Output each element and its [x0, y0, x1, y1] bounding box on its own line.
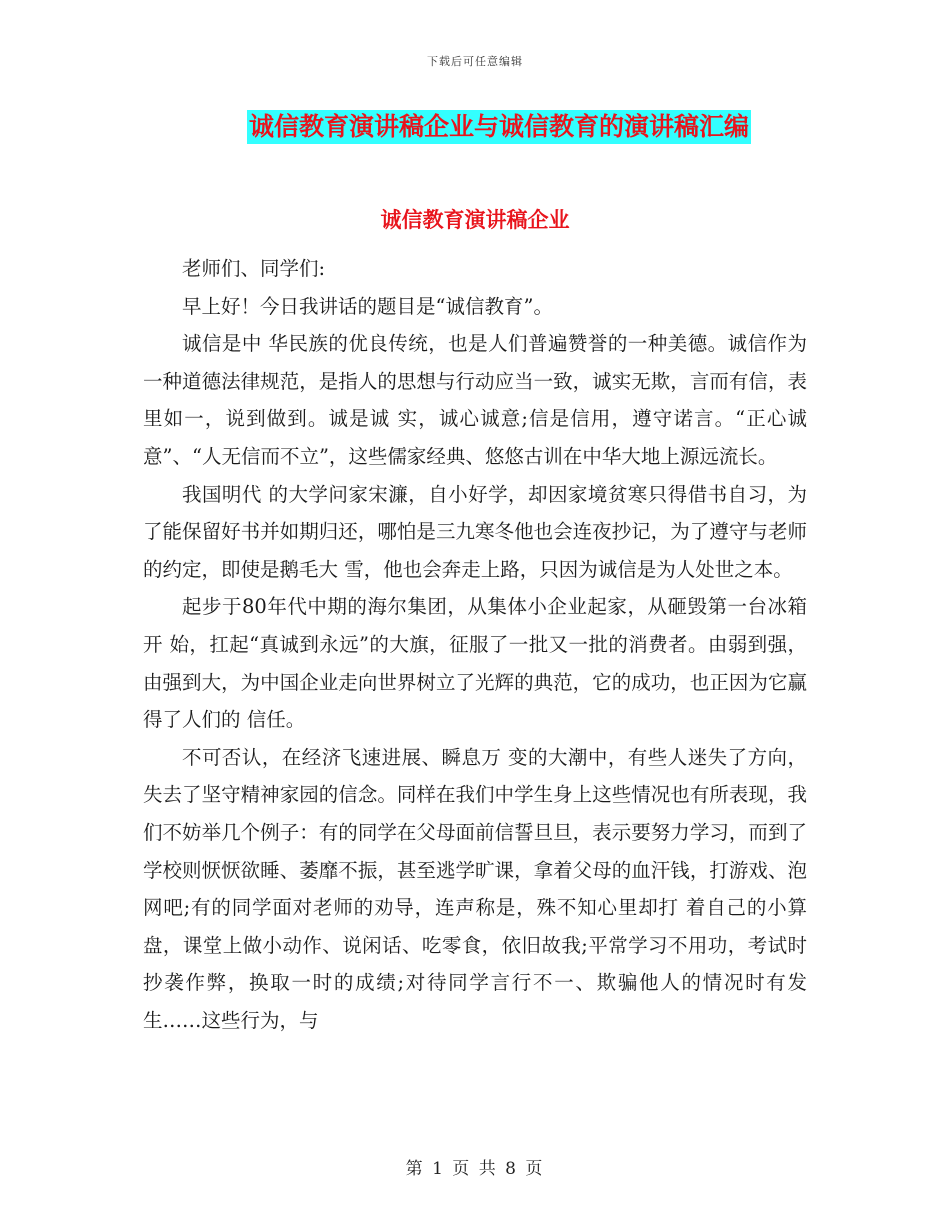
body-paragraph: 诚信是中 华民族的优良传统，也是人们普遍赞誉的一种美德。诚信作为一种道德法律规范，是指人的思想与行动应当一致，诚实无欺，言而有信，表里如一，说到做到。诚是诚 实，诚心诚意;信是信用，遵守诺言。“正心诚意”、“人无信而不立”，这些儒家经典、悠悠古训在中华大地上源远流长。: [143, 332, 807, 468]
header-note: 下载后可任意编辑: [427, 55, 523, 68]
body-paragraph: 不可否认，在经济飞速进展、瞬息万 变的大潮中，有些人迷失了方向，失去了坚守精神家园的信念。同样在我们中学生身上这些情况也有所表现，我们不妨举几个例子：有的同学在父母面前信誓旦旦，表示要努力学习，而到了学校则恹恹欲睡、萎靡不振，甚至逃学旷课，拿着父母的血汗钱，打游戏、泡网吧;有的同学面对老师的劝导，连声称是，殊不知心里却打 着自己的小算盘，课堂上做小动作、说闲话、吃零食，依旧故我;平常学习不用功，考试时抄袭作弊，换取一时的成绩;对待同学言行不一、欺骗他人的情况时有发 生……这些行为，与: [143, 745, 807, 1032]
body-paragraph: 我国明代 的大学问家宋濂，自小好学，却因家境贫寒只得借书自习，为了能保留好书并如期归还，哪怕是三九寒冬他也会连夜抄记，为了遵守与老师的约定，即使是鹅毛大 雪，他也会奔走上路，只因为诚信是为人处世之本。: [143, 482, 807, 581]
body-paragraph: 起步于80年代中期的海尔集团，从集体小企业起家，从砸毁第一台冰箱开 始，扛起“真诚到永远”的大旗，征服了一批又一批的消费者。由弱到强，由强到大，为中国企业走向世界树立了光辉的典范，它的成功，也正因为它赢得了人们的 信任。: [143, 595, 807, 732]
page-footer: 第 1 页 共 8 页: [405, 1159, 545, 1179]
main-title: 诚信教育演讲稿企业与诚信教育的演讲稿汇编: [247, 110, 751, 144]
sub-title: 诚信教育演讲稿企业: [380, 207, 570, 232]
salutation: 老师们、同学们:: [182, 257, 326, 280]
greeting-paragraph: 早上好！今日我讲话的题目是“诚信教育”。: [182, 294, 553, 318]
document-body: [143, 250, 807, 1039]
main-title-container: [0, 110, 950, 144]
